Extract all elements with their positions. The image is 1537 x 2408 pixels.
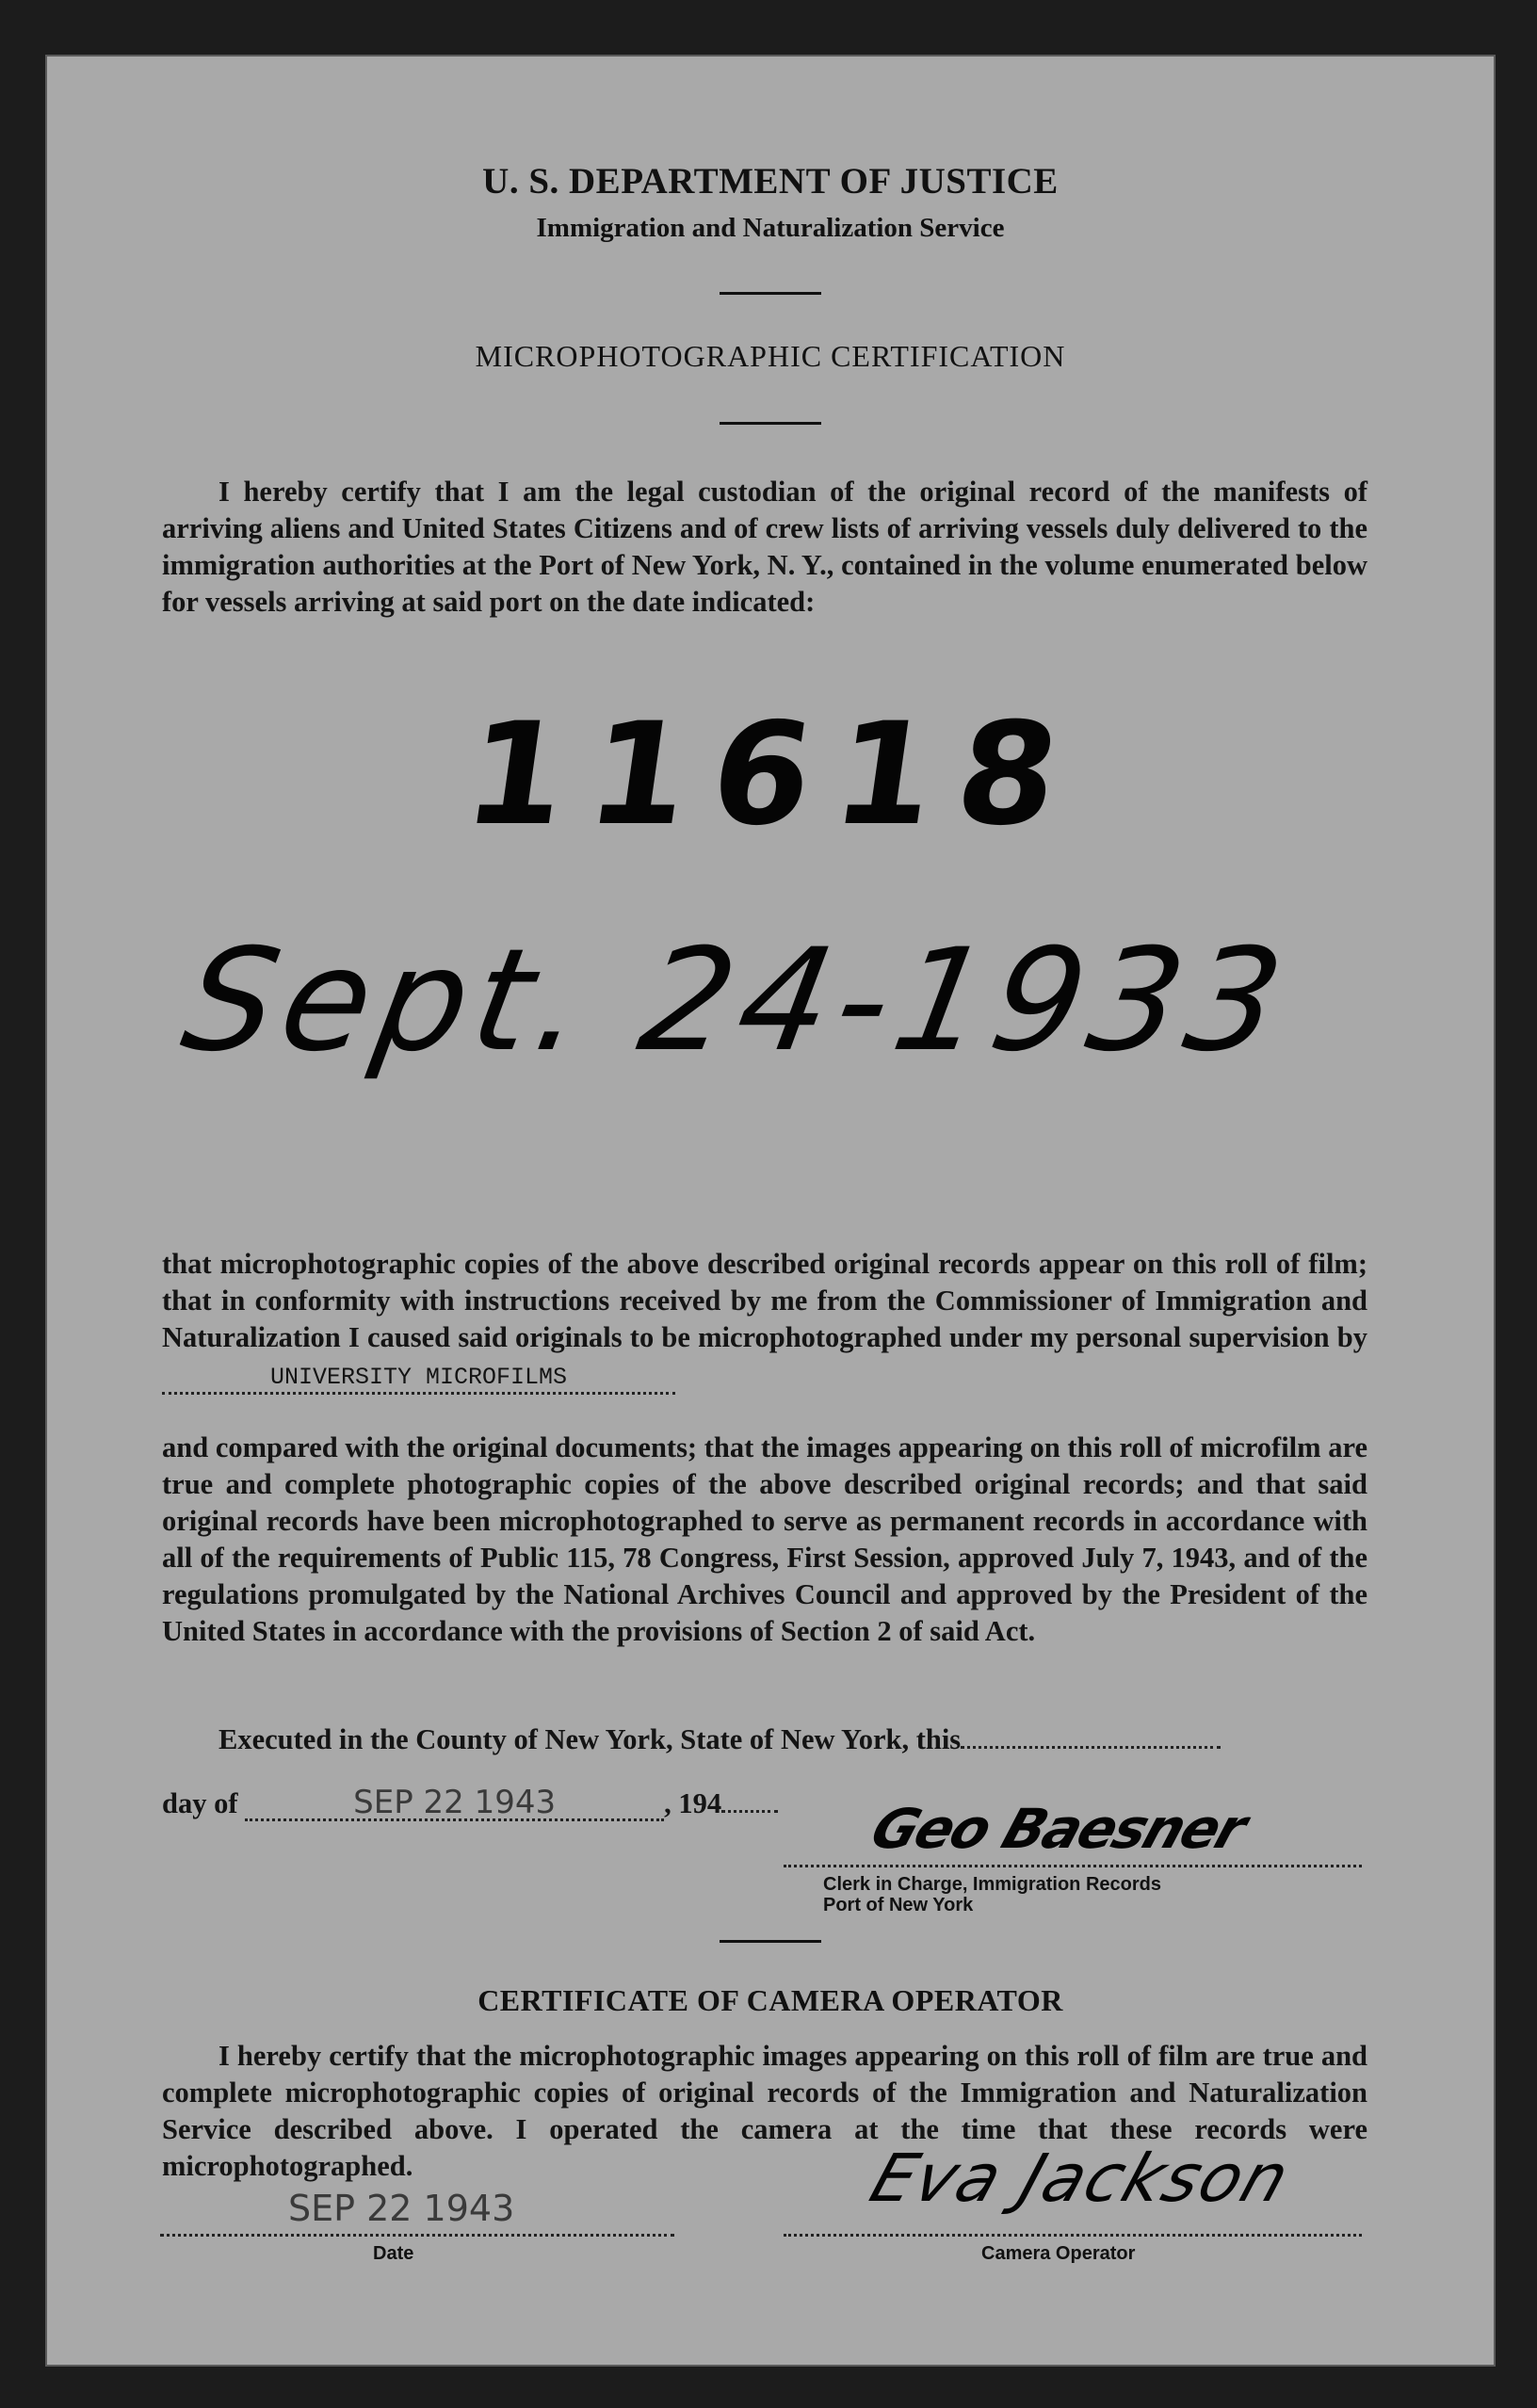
camera-operator-heading: CERTIFICATE OF CAMERA OPERATOR (477, 1983, 1063, 2017)
clerk-title-line2: Port of New York (823, 1895, 974, 1915)
department-heading: U. S. DEPARTMENT OF JUSTICE (482, 161, 1059, 202)
handwritten-arrival-date: Sept. 24-1933 (171, 919, 1301, 1083)
day-of-label: day of (162, 1787, 238, 1819)
supervisor-field: UNIVERSITY MICROFILMS (162, 1364, 675, 1395)
clerk-signature-line (784, 1863, 1362, 1867)
camera-operator-signature: Eva Jackson (861, 2140, 1301, 2217)
executed-text: Executed in the County of New York, State of New York, this (218, 1723, 962, 1755)
executed-line (162, 1721, 1367, 1758)
microfilm-paragraph-b: and compared with the original documents; that the images appearing on this roll of microfilm are true and complete photographic copies of the above described original records; and that said original records have been microphotographed to serve as permanent records in accordance with all of the requirements of Public 115, 78 Congress, First Session, approved July 7, 1943, and of the regulations promulgated by the National Archives Council and approved by the President of the United States in accordance with the provisions of Section 2 of said Act. (162, 1431, 1367, 1647)
microfilm-paragraph-a (162, 1246, 1367, 1395)
executed-stamp-date: SEP 22 1943 (245, 1786, 664, 1821)
year-prefix: , 194 (664, 1787, 722, 1819)
microfilm-text: that microphotographic copies of the above described original records appear on this roll of film; that in conformity with instructions received by me from the Commissioner of Immigration and Naturalization I caused said originals to be microphotographed under my personal supervision by (162, 1248, 1367, 1353)
service-subheading: Immigration and Naturalization Service (536, 213, 1005, 243)
divider (720, 1940, 821, 1943)
custodian-paragraph: I hereby certify that I am the legal custodian of the original record of the manifests of arriving aliens and United States Citizens and of crew lists of arriving vessels duly delivered to the immigration authorities at the Port of New York, N. Y., contained in the volume enumerated below for vessels arriving at said port on the date indicated: (162, 476, 1367, 618)
executed-day-field (961, 1723, 1221, 1749)
date-line (160, 2232, 674, 2237)
certificate-page (45, 55, 1496, 2367)
clerk-title (823, 1874, 1161, 1915)
camera-stamp-date: SEP 22 1943 (288, 2188, 515, 2229)
certification-title: MICROPHOTOGRAPHIC CERTIFICATION (475, 339, 1066, 373)
camera-operator-paragraph: I hereby certify that the microphotographic images appearing on this roll of film are true and complete microphotographic copies of original records of the Immigration and Naturalization Service described above. I operated the camera at the time that these records were microphotographed. (162, 2040, 1367, 2182)
date-label: Date (373, 2243, 414, 2264)
clerk-signature: Geo Baesner (863, 1797, 1254, 1861)
camera-operator-label: Camera Operator (981, 2243, 1136, 2264)
clerk-title-line1: Clerk in Charge, Immigration Records (823, 1874, 1161, 1895)
divider (720, 422, 821, 425)
divider (720, 292, 821, 295)
handwritten-volume-number: 11618 (455, 693, 1093, 857)
year-field (721, 1787, 778, 1813)
operator-signature-line (784, 2232, 1362, 2237)
